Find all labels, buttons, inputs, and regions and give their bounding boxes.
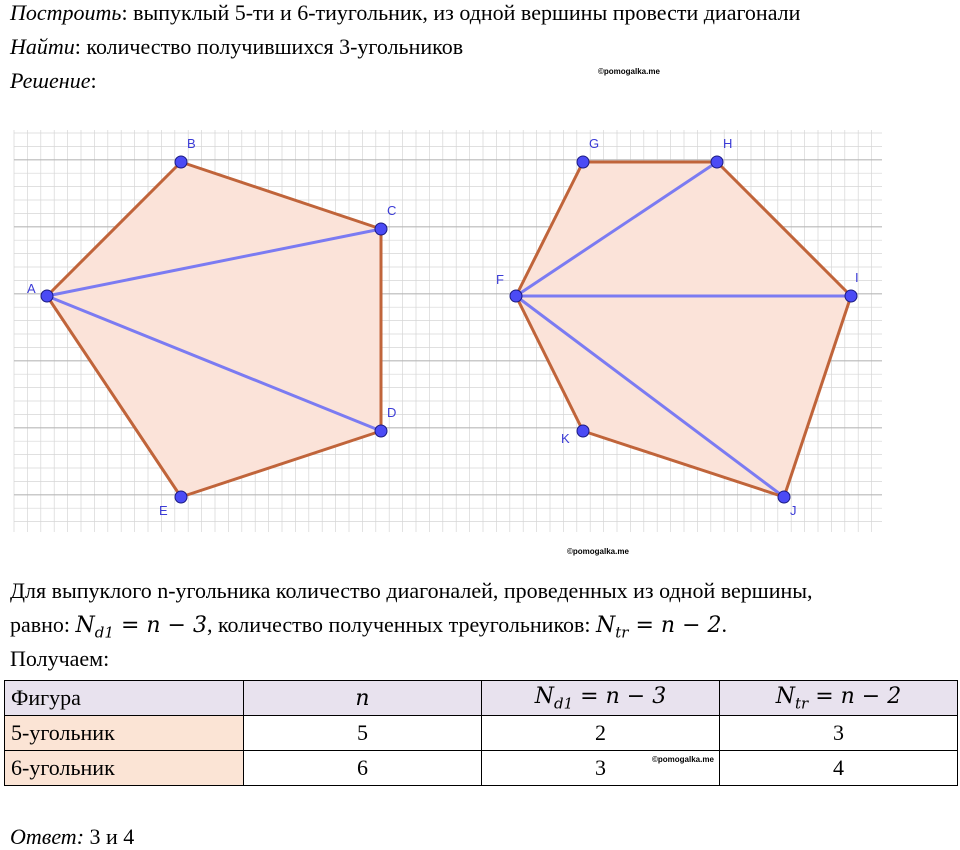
row-nd: 2 — [482, 716, 720, 751]
row-ntr: 3 — [720, 716, 958, 751]
formula-nd — [75, 613, 207, 642]
vertex-label-B: B — [187, 136, 196, 151]
hexagon-figure — [496, 136, 859, 518]
polygon-figures — [0, 130, 960, 550]
vertex-label-F: F — [496, 272, 504, 287]
row-n: 6 — [244, 751, 482, 786]
vertex-label-I: I — [855, 270, 859, 285]
pentagon-figure — [27, 136, 396, 518]
header-nd-rhs: = n − 3 — [573, 683, 667, 709]
formula-nd-symbol: N — [75, 613, 95, 638]
table-row — [5, 751, 958, 786]
header-figure: Фигура — [5, 681, 244, 716]
formula-ntr-symbol: N — [596, 613, 616, 638]
header-ntr — [720, 681, 958, 716]
row-ntr: 4 — [720, 751, 958, 786]
formula-nd-rhs: = n − 3 — [113, 613, 207, 638]
header-n: n — [244, 681, 482, 716]
formula-nd-sub: d1 — [94, 623, 114, 642]
row-figure: 5-угольник — [5, 716, 244, 751]
vertex-label-A: A — [27, 281, 36, 296]
watermark: ©pomogalka.me — [598, 67, 660, 76]
table-row — [5, 716, 958, 751]
vertex-C — [375, 223, 387, 235]
header-nd — [482, 681, 720, 716]
vertex-label-K: K — [561, 431, 570, 446]
watermark: ©pomogalka.me — [567, 547, 629, 556]
header-ntr-symbol: N — [775, 683, 796, 709]
vertex-H — [711, 156, 723, 168]
solution-text: : — [90, 68, 97, 93]
row-nd: 3 — [482, 751, 720, 786]
answer-line — [10, 824, 134, 850]
solution-label: Решение — [10, 68, 91, 93]
build-label: Построить — [10, 0, 122, 25]
find-text: : количество получившихся 3-угольников — [74, 34, 464, 59]
vertex-B — [175, 156, 187, 168]
answer-value: 3 и 4 — [84, 824, 135, 849]
header-nd-sub: d1 — [554, 694, 574, 713]
vertex-label-E: E — [159, 503, 168, 518]
vertex-J — [778, 491, 790, 503]
vertex-G — [577, 156, 589, 168]
row-n: 5 — [244, 716, 482, 751]
header-nd-symbol: N — [534, 683, 555, 709]
vertex-D — [375, 425, 387, 437]
header-ntr-sub: tr — [795, 694, 809, 713]
watermark: ©pomogalka.me — [652, 755, 714, 764]
table-header-row — [5, 681, 958, 716]
vertex-label-C: C — [387, 203, 397, 218]
explanation-text-b: , количество полученных треугольников: — [206, 612, 597, 637]
find-label: Найти — [10, 34, 75, 59]
task-solution-line — [10, 68, 97, 94]
vertex-I — [845, 290, 857, 302]
explanation-line-3: Получаем: — [10, 646, 110, 671]
formula-ntr — [596, 613, 722, 642]
vertex-label-G: G — [589, 136, 600, 151]
build-text: : выпуклый 5-ти и 6-тиугольник, из одной вершины провести диагонали — [121, 0, 801, 25]
explanation-line-1: Для выпуклого n-угольника количество диагоналей, проведенных из одной вершины, — [10, 578, 813, 603]
explanation-text-a: равно: — [10, 612, 76, 637]
vertex-label-D: D — [387, 405, 397, 420]
vertex-A — [41, 290, 53, 302]
vertex-E — [175, 491, 187, 503]
vertex-F — [510, 290, 522, 302]
explanation-text-c: . — [721, 612, 727, 637]
formula-ntr-rhs: = n − 2 — [628, 613, 722, 638]
explanation-line-2 — [10, 612, 727, 641]
task-find-line — [10, 34, 463, 60]
vertex-label-H: H — [723, 136, 733, 151]
row-figure: 6-угольник — [5, 751, 244, 786]
results-table — [4, 680, 958, 786]
answer-label: Ответ: — [10, 824, 85, 849]
vertex-label-J: J — [790, 503, 797, 518]
task-build-line — [10, 0, 800, 26]
formula-ntr-sub: tr — [615, 623, 629, 642]
header-ntr-rhs: = n − 2 — [808, 683, 902, 709]
vertex-K — [577, 425, 589, 437]
